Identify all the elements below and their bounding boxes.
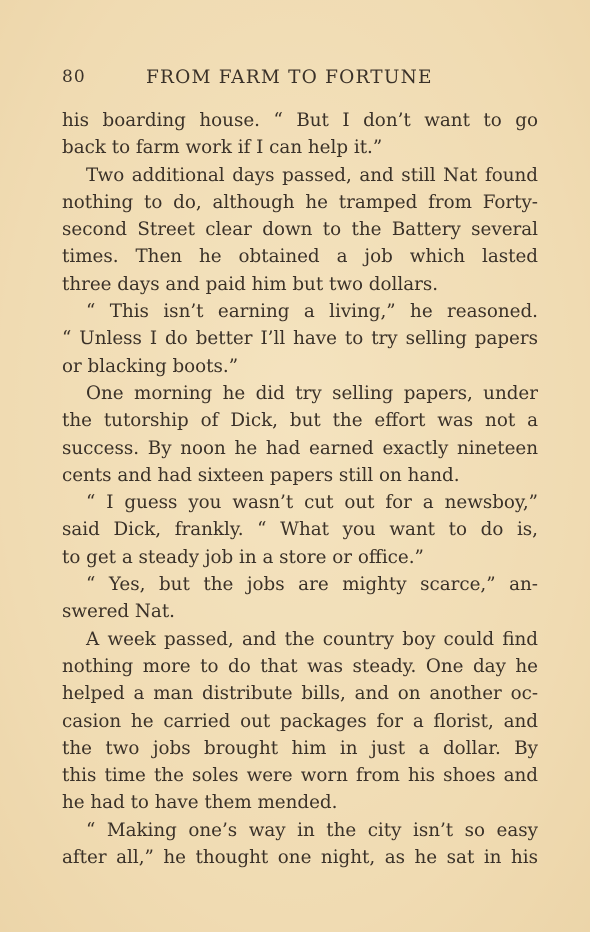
running-title: FROM FARM TO FORTUNE (146, 67, 433, 88)
text-line: “ Yes, but the jobs are mighty scarce,” an- (86, 574, 538, 596)
text-line: One morning he did try selling papers, under (86, 382, 538, 404)
text-line: his boarding house. “ But I don’t want to go (62, 110, 538, 131)
text-line: casion he carried out packages for a florist, and (62, 710, 538, 732)
text-line: to get a steady job in a store or office.” (62, 546, 424, 568)
text-line: times. Then he obtained a job which lasted (62, 246, 538, 268)
text-line: success. By noon he had earned exactly nineteen (62, 437, 538, 459)
text-line: back to farm work if I can help it.” (62, 137, 383, 159)
text-line: nothing to do, although he tramped from Forty- (62, 191, 538, 213)
text-line: Two additional days passed, and still Nat found (86, 164, 538, 186)
text-line: cents and had sixteen papers still on hand. (62, 464, 460, 486)
text-line: the two jobs brought him in just a dollar. By (62, 737, 538, 759)
text-line: nothing more to do that was steady. One day he (62, 655, 538, 677)
text-line: helped a man distribute bills, and on another oc- (62, 683, 538, 705)
text-line: three days and paid him but two dollars. (62, 273, 439, 295)
text-line: “ Unless I do better I’ll have to try selling papers (62, 328, 538, 350)
text-line: said Dick, frankly. “ What you want to do is, (62, 519, 538, 541)
page-header (62, 67, 538, 91)
text-line: he had to have them mended. (62, 792, 338, 814)
text-line: or blacking boots.” (62, 355, 239, 377)
text-line: “ Making one’s way in the city isn’t so easy (86, 819, 538, 841)
text-line: “ I guess you wasn’t cut out for a newsboy,” (86, 492, 538, 514)
text-line: this time the soles were worn from his shoes and (62, 765, 538, 787)
page-number: 80 (62, 67, 86, 87)
text-line: swered Nat. (62, 601, 175, 623)
text-line: A week passed, and the country boy could find (86, 628, 538, 650)
text-line: “ This isn’t earning a living,” he reasoned. (86, 301, 538, 323)
text-line: the tutorship of Dick, but the effort was not a (62, 410, 538, 432)
text-line: second Street clear down to the Battery several (62, 219, 538, 241)
text-line: after all,” he thought one night, as he sat in his (62, 847, 538, 869)
body-text (62, 107, 538, 871)
